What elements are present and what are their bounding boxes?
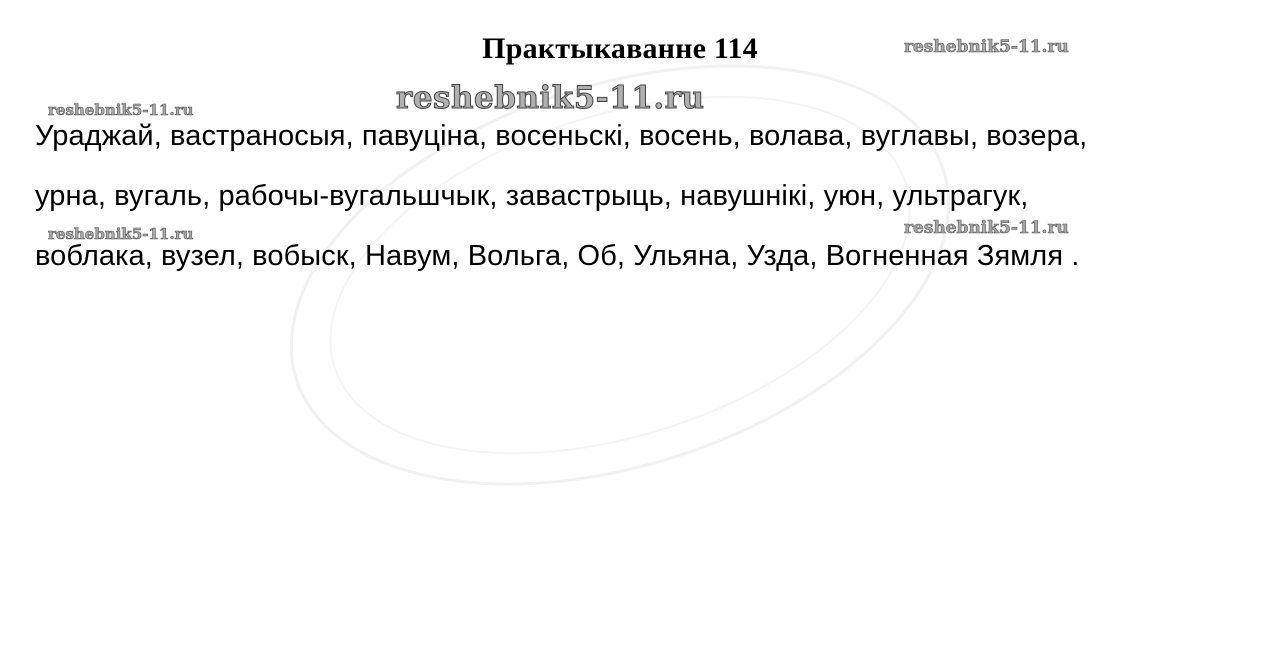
text-line-2: урна, вугаль, рабочы-вугальшчык, завастрыць, навушнікі, уюн, ультрагук, [35, 180, 1029, 212]
watermark-top-center: reshebnik5-11.ru [396, 80, 705, 116]
page-title [0, 32, 1288, 66]
watermark-left-upper: reshebnik5-11.ru [48, 101, 194, 119]
watermark-left-lower: reshebnik5-11.ru [48, 225, 194, 243]
text-line-1: Ураджай, вастраносыя, павуціна, восеньскі, восень, волава, вуглавы, возера, [35, 120, 1088, 152]
page-title-text: Практыкаванне 114 [482, 32, 758, 65]
watermark-top-right: reshebnik5-11.ru [904, 37, 1069, 57]
watermark-right-lower: reshebnik5-11.ru [904, 218, 1069, 238]
text-line-3: воблака, вузел, вобыск, Навум, Вольга, Об, Ульяна, Узда, Вогненная Зямля . [35, 240, 1080, 272]
